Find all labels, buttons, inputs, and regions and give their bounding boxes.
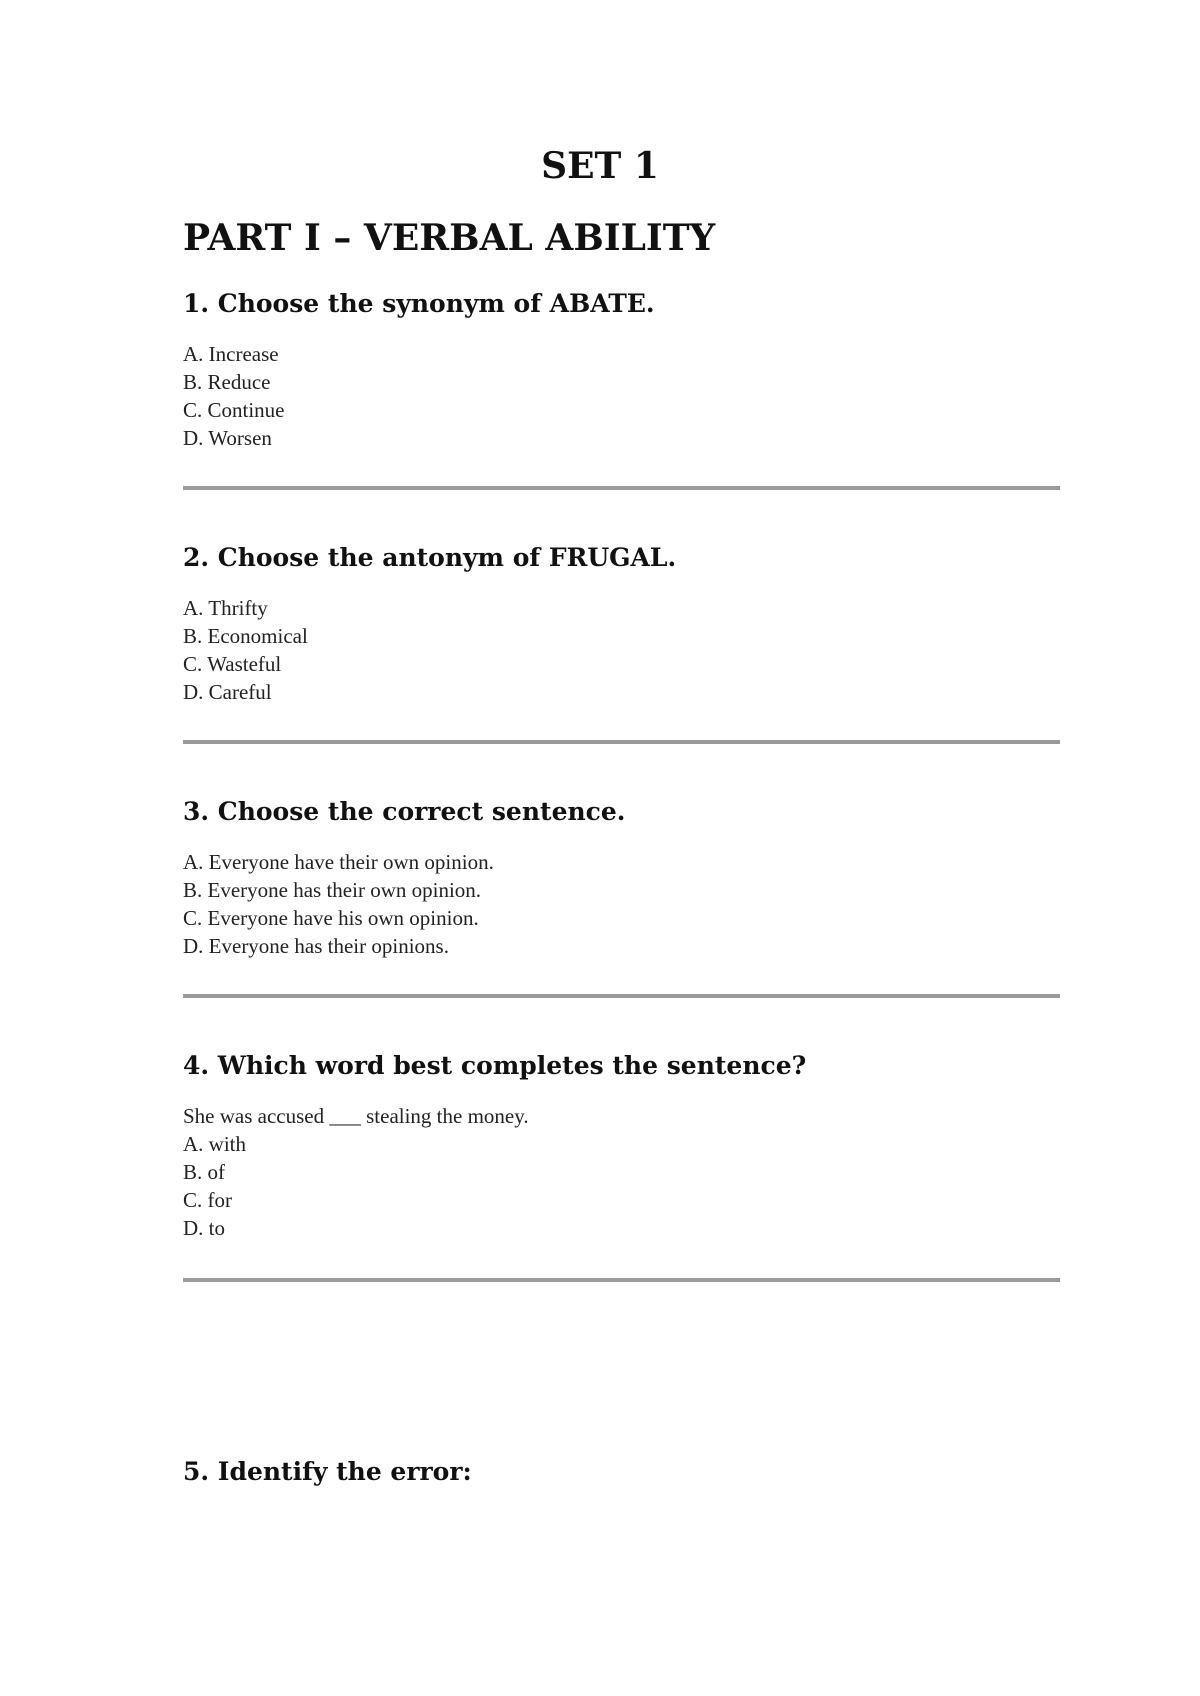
option-b: B. Reduce (183, 370, 271, 394)
part-title: PART I – VERBAL ABILITY (183, 217, 716, 259)
option-d: D. Everyone has their opinions. (183, 934, 449, 958)
set-title: SET 1 (541, 145, 659, 187)
option-d: D. Worsen (183, 426, 272, 450)
question-5 (183, 1456, 1060, 1508)
question-1 (183, 288, 1060, 452)
option-b: B. Everyone has their own opinion. (183, 878, 482, 902)
option-b: B. of (183, 1160, 225, 1184)
question-prompt: She was accused ___ stealing the money. (183, 1104, 529, 1128)
option-d: D. to (183, 1216, 225, 1240)
question-2 (183, 542, 1060, 706)
divider (183, 740, 1060, 744)
option-c: C. Continue (183, 398, 285, 422)
question-heading: 2. Choose the antonym of FRUGAL. (183, 543, 677, 572)
option-d: D. Careful (183, 680, 272, 704)
option-c: C. Everyone have his own opinion. (183, 906, 479, 930)
question-4 (183, 1050, 1060, 1242)
option-b: B. Economical (183, 624, 308, 648)
question-heading: 3. Choose the correct sentence. (183, 797, 626, 826)
option-a: A. Increase (183, 342, 279, 366)
question-3 (183, 796, 1060, 960)
divider (183, 1278, 1060, 1282)
divider (183, 994, 1060, 998)
question-heading: 1. Choose the synonym of ABATE. (183, 289, 655, 318)
option-c: C. for (183, 1188, 232, 1212)
divider (183, 486, 1060, 490)
option-a: A. with (183, 1132, 246, 1156)
option-c: C. Wasteful (183, 652, 282, 676)
option-a: A. Everyone have their own opinion. (183, 850, 494, 874)
question-heading: 4. Which word best completes the sentence? (183, 1051, 807, 1080)
question-heading: 5. Identify the error: (183, 1457, 472, 1486)
option-a: A. Thrifty (183, 596, 268, 620)
